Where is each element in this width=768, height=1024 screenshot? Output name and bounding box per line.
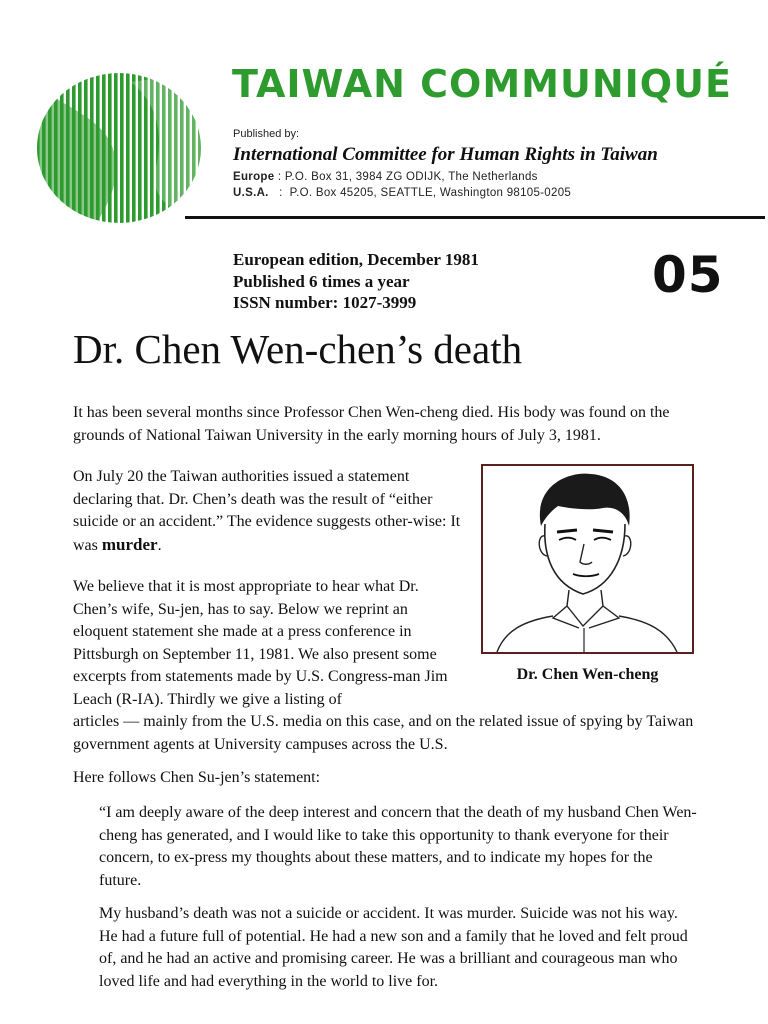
masthead-rule <box>185 216 765 219</box>
portrait-frame <box>481 464 694 654</box>
issn-line: ISSN number: 1027-3999 <box>233 293 417 312</box>
paragraph-overview: We believe that it is most appropriate to hear what Dr. Chen’s wife, Su-jen, has to say. Below we reprint an eloquent statement she made at a press conference in Pittsburgh on September 11, 1981. We also present some excerpts from statements made by U.S. Congress-man Jim Leach (R-IA). Thirdly we give a listing of <box>73 578 448 708</box>
portrait-illustration <box>483 466 692 652</box>
frequency-line: Published 6 times a year <box>233 271 410 291</box>
europe-label: Europe <box>233 171 275 183</box>
paragraph-statement <box>73 466 463 557</box>
edition-line: European edition, December 1981 <box>233 250 479 269</box>
portrait-caption: Dr. Chen Wen-cheng <box>516 666 659 683</box>
published-by-label: Published by: <box>233 128 300 140</box>
paragraph-statement-intro: Here follows Chen Su-jen’s statement: <box>73 769 321 786</box>
europe-address-text: : P.O. Box 31, 3984 ZG ODIJK, The Netherlands <box>274 171 538 183</box>
quote-paragraph-2: My husband’s death was not a suicide or accident. It was murder. Suicide was not his way. He had a future full of potential. He had a new son and a family that he loved and felt proud of, and he had an active and promising career. He was a brilliant and courageous man who loved life and had everything in the world to live for. <box>99 905 688 990</box>
publisher-name: International Committee for Human Rights in Taiwan <box>233 144 658 165</box>
issue-number: 05 <box>652 246 724 304</box>
paragraph-statement-text: On July 20 the Taiwan authorities issued a statement declaring that. Dr. Chen’s death was the result of “either suicide or an accident.” The evidence suggests other-wise: It was <box>73 468 461 554</box>
edition-info <box>233 249 479 314</box>
quote-paragraph-1: “I am deeply aware of the deep interest and concern that the death of my husband Chen Wen-cheng has generated, and I would like to take this opportunity to thank everyone for their concern, to ex-press my thoughts about these matters, and to indicate my hopes for the future. <box>99 804 697 889</box>
taiwan-communique-logo <box>36 72 202 224</box>
usa-label: U.S.A. <box>233 187 269 199</box>
emphasis-murder: murder <box>101 534 158 554</box>
europe-address <box>233 171 538 183</box>
article-headline: Dr. Chen Wen-chen’s death <box>73 326 523 372</box>
paragraph-overview-continued: articles — mainly from the U.S. media on this case, and on the related issue of spying by Taiwan government agents at University campuses across the U.S. <box>73 713 694 753</box>
paragraph-intro: It has been several months since Professor Chen Wen-cheng died. His body was found on the grounds of National Taiwan University in the early morning hours of July 3, 1981. <box>73 404 670 444</box>
masthead-title: TAIWAN COMMUNIQUÉ <box>232 62 732 106</box>
usa-address-text: : P.O. Box 45205, SEATTLE, Washington 98105-0205 <box>268 187 572 199</box>
paragraph-statement-end: . <box>157 536 162 554</box>
usa-address <box>233 187 571 199</box>
